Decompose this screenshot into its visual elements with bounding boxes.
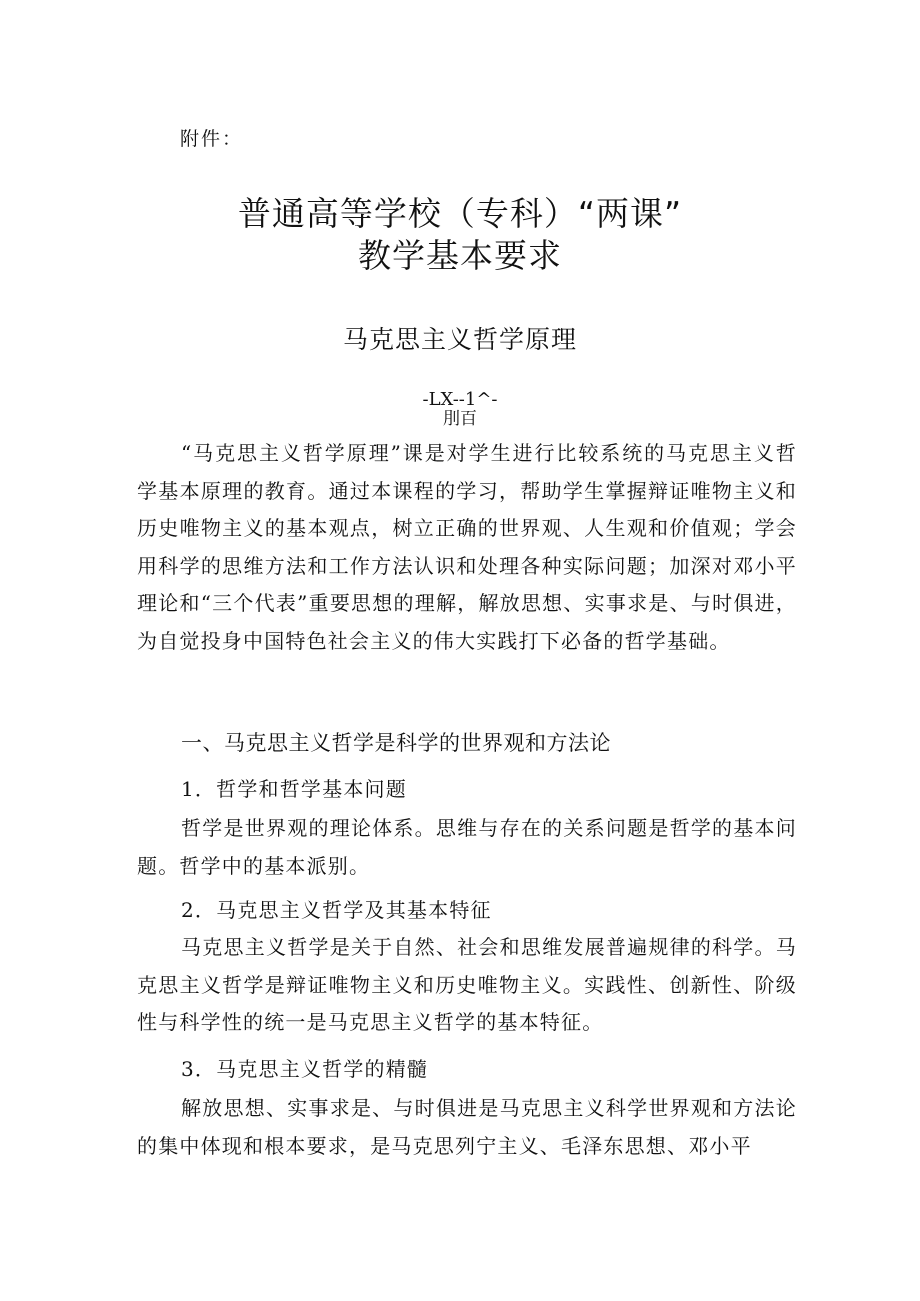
- subject-title: 马克思主义哲学原理: [342, 325, 577, 354]
- intro-paragraph: “马克思主义哲学原理”课是对学生进行比较系统的马克思主义哲学基本原理的教育。通过本课程的学习，帮助学生掌握辩证唯物主义和历史唯物主义的基本观点，树立正确的世界观、人生观和价值观；学会用科学的思维方法和工作方法认识和处理各种实际问题；加深对邓小平理论和“三个代表”重要思想的理解，解放思想、实事求是、与时俱进，为自觉投身中国特色社会主义的伟大实践打下必备的哲学基础。: [137, 441, 797, 653]
- sub-heading-2: 2．马克思主义哲学及其基本特征: [181, 898, 492, 922]
- attachment-label: 附件：: [180, 128, 244, 150]
- document-title-line-1: 普通高等学校（专科）“两课”: [237, 194, 683, 233]
- body-paragraph-1: 哲学是世界观的理论体系。思维与存在的关系问题是哲学的基本问题。哲学中的基本派别。: [137, 816, 797, 878]
- body-paragraph-2: 马克思主义哲学是关于自然、社会和思维发展普遍规律的科学。马克思主义哲学是辩证唯物主义和历史唯物主义。实践性、创新性、阶级性与科学性的统一是马克思主义哲学的基本特征。: [137, 935, 797, 1034]
- ocr-artifact-line: -LX--1^-: [422, 389, 498, 410]
- document-title-line-2: 教学基本要求: [358, 236, 562, 275]
- sub-heading-1: 1．哲学和哲学基本问题: [181, 777, 407, 801]
- sub-heading-3: 3．马克思主义哲学的精髓: [181, 1057, 429, 1081]
- section-heading: 一、马克思主义哲学是科学的世界观和方法论: [181, 731, 611, 755]
- body-paragraph-3: 解放思想、实事求是、与时俱进是马克思主义科学世界观和方法论的集中体现和根本要求，是马克思列宁主义、毛泽东思想、邓小平: [137, 1096, 797, 1158]
- foreword-label: 刖百: [443, 409, 477, 429]
